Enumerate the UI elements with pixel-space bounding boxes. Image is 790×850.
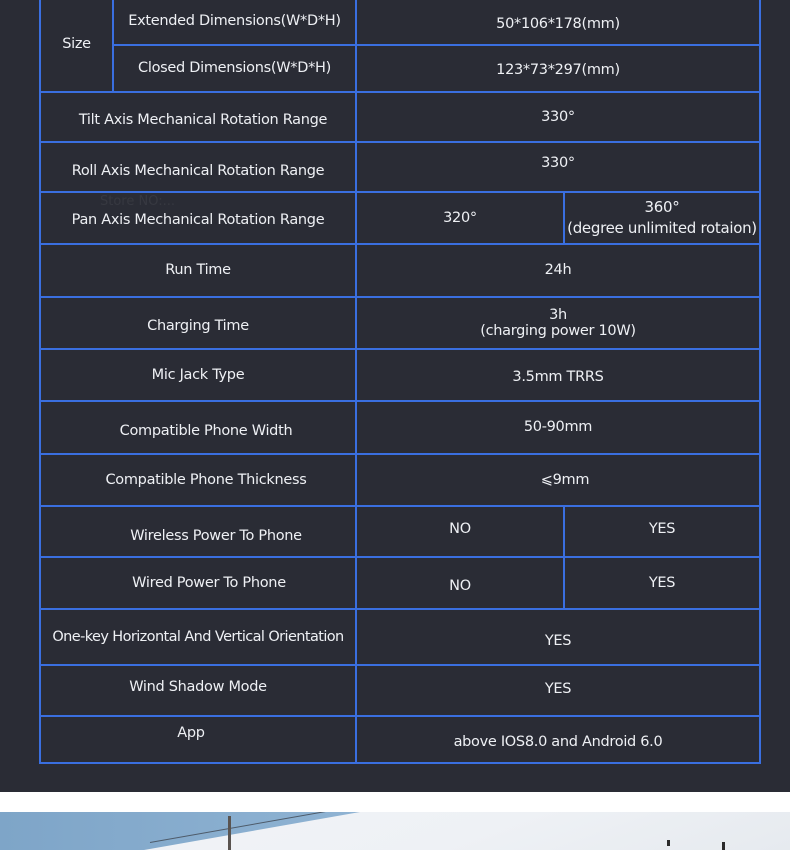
label-mic-jack: Mic Jack Type — [39, 348, 357, 402]
label-tilt-axis: Tilt Axis Mechanical Rotation Range — [39, 91, 357, 143]
value-mic-jack: 3.5mm TRRS — [355, 348, 761, 402]
label-closed-dimensions: Closed Dimensions(W*D*H) — [112, 44, 357, 93]
value-extended-dimensions: 50*106*178(mm) — [355, 0, 761, 46]
value-wind-shadow-mode: YES — [355, 664, 761, 717]
value-run-time: 24h — [355, 243, 761, 298]
value-wireless-power-a: NO — [355, 505, 565, 558]
value-one-key-orientation: YES — [355, 608, 761, 666]
label-one-key-orientation: One-key Horizontal And Vertical Orientation — [39, 608, 357, 666]
value-charging-time: 3h (charging power 10W) — [355, 296, 761, 350]
label-wind-shadow-mode: Wind Shadow Mode — [39, 664, 357, 717]
watermark: Store NO:... — [100, 194, 175, 209]
label-extended-dimensions: Extended Dimensions(W*D*H) — [112, 0, 357, 46]
value-wired-power-a: NO — [355, 556, 565, 610]
value-roll-axis: 330° — [355, 141, 761, 193]
value-phone-thickness: ⩽9mm — [355, 453, 761, 507]
lift-pole — [228, 816, 231, 850]
value-app: above IOS8.0 and Android 6.0 — [355, 715, 761, 764]
value-pan-axis-a: 320° — [355, 191, 565, 245]
label-phone-thickness: Compatible Phone Thickness — [39, 453, 357, 507]
sky-region — [0, 812, 360, 850]
ski-slope-image — [0, 812, 790, 850]
group-label-size: Size — [39, 0, 114, 93]
label-pan-axis: Pan Axis Mechanical Rotation Range — [39, 191, 357, 245]
value-tilt-axis: 330° — [355, 91, 761, 143]
skier-figure — [722, 842, 725, 850]
value-wired-power-b: YES — [563, 556, 761, 610]
label-roll-axis: Roll Axis Mechanical Rotation Range — [39, 141, 357, 193]
value-wireless-power-b: YES — [563, 505, 761, 558]
label-wired-power: Wired Power To Phone — [39, 556, 357, 610]
value-phone-width: 50-90mm — [355, 400, 761, 455]
label-wireless-power: Wireless Power To Phone — [39, 505, 357, 558]
label-phone-width: Compatible Phone Width — [39, 400, 357, 455]
skier-figure — [667, 840, 670, 846]
label-run-time: Run Time — [39, 243, 357, 298]
label-app: App — [39, 715, 357, 764]
value-pan-axis-b: 360° (degree unlimited rotaion) — [563, 191, 761, 245]
value-closed-dimensions: 123*73*297(mm) — [355, 44, 761, 93]
label-charging-time: Charging Time — [39, 296, 357, 350]
